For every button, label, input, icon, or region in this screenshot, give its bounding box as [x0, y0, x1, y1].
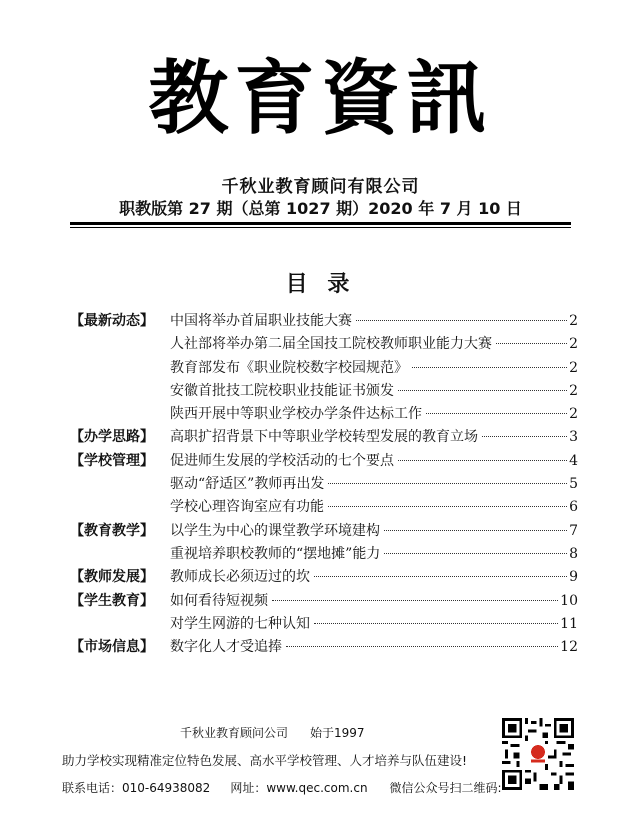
toc-entry[interactable] [170, 357, 578, 380]
toc-page-number: 2 [569, 336, 578, 353]
toc-row[interactable] [70, 310, 578, 333]
toc-entry-title[interactable]: 高职扩招背景下中等职业学校转型发展的教育立场 [170, 429, 478, 446]
toc-page-number: 4 [569, 452, 578, 469]
toc-row[interactable] [70, 520, 578, 543]
toc-page-number: 11 [560, 615, 578, 632]
toc-entry[interactable] [170, 520, 578, 543]
toc-page-number: 8 [569, 545, 578, 562]
toc-category: 【学生教育】 [70, 592, 154, 609]
footer-wechat: 微信公众号扫二维码: [389, 781, 502, 795]
toc-page-number: 2 [569, 359, 578, 376]
header-rule-thin [70, 227, 571, 228]
toc-category: 【教育教学】 [70, 522, 154, 539]
toc-page-number: 3 [569, 429, 578, 446]
toc-entry-title[interactable]: 学校心理咨询室应有功能 [170, 499, 324, 516]
toc-entry-title[interactable]: 以学生为中心的课堂教学环境建构 [170, 522, 380, 539]
toc-entry[interactable] [170, 426, 578, 449]
toc-page-number: 12 [560, 639, 578, 656]
toc-entry-title[interactable]: 对学生网游的七种认知 [170, 615, 310, 632]
footer-phone: 联系电话：010-64938082 [62, 781, 211, 795]
toc-leader-dots [328, 506, 567, 507]
toc-entry[interactable] [170, 403, 578, 426]
toc-entry-title[interactable]: 教育部发布《职业院校数字校园规范》 [170, 359, 408, 376]
toc-entry[interactable] [170, 473, 578, 496]
toc-entry-title[interactable]: 人社部将举办第二届全国技工院校教师职业能力大赛 [170, 336, 492, 353]
toc-leader-dots [496, 343, 567, 344]
toc-page-number: 2 [569, 406, 578, 423]
toc-entry-title[interactable]: 促进师生发展的学校活动的七个要点 [170, 452, 394, 469]
toc-leader-dots [356, 320, 567, 321]
toc-entry-title[interactable]: 教师成长必须迈过的坎 [170, 569, 310, 586]
toc-entry[interactable] [170, 333, 578, 356]
toc-entry-title[interactable]: 重视培养职校教师的“摆地摊”能力 [170, 545, 381, 562]
toc-leader-dots [272, 600, 558, 601]
toc-row[interactable] [70, 450, 578, 473]
footer-contact-line [62, 779, 502, 796]
toc-leader-dots [412, 367, 567, 368]
toc-entry-title[interactable]: 安徽首批技工院校职业技能证书颁发 [170, 382, 394, 399]
toc-leader-dots [426, 413, 567, 414]
toc-entry-title[interactable]: 驱动“舒适区”教师再出发 [170, 476, 325, 493]
toc-entry[interactable] [170, 613, 578, 636]
toc-category: 【办学思路】 [70, 429, 154, 446]
table-of-contents [70, 310, 578, 659]
toc-row[interactable] [70, 590, 578, 613]
toc-leader-dots [398, 460, 567, 461]
toc-leader-dots [398, 390, 567, 391]
footer-company: 千秋业教育顾问公司 [180, 726, 289, 740]
toc-category: 【学校管理】 [70, 452, 154, 469]
toc-page-number: 6 [569, 499, 578, 516]
toc-row[interactable] [70, 357, 578, 380]
toc-category: 【市场信息】 [70, 639, 154, 656]
toc-title: 目 录 [285, 272, 356, 297]
toc-row[interactable] [70, 613, 578, 636]
toc-category: 【教师发展】 [70, 569, 154, 586]
toc-row[interactable] [70, 543, 578, 566]
toc-page-number: 9 [569, 569, 578, 586]
toc-leader-dots [314, 576, 567, 577]
toc-leader-dots [314, 623, 558, 624]
publisher-name: 千秋业教育顾问有限公司 [221, 177, 420, 197]
qr-code-icon[interactable] [502, 718, 574, 790]
toc-leader-dots [384, 530, 567, 531]
toc-row[interactable] [70, 496, 578, 519]
toc-entry[interactable] [170, 543, 578, 566]
toc-row[interactable] [70, 380, 578, 403]
toc-entry-title[interactable]: 陕西开展中等职业学校办学条件达标工作 [170, 406, 422, 423]
toc-entry[interactable] [170, 310, 578, 333]
toc-leader-dots [482, 436, 567, 437]
toc-entry[interactable] [170, 450, 578, 473]
toc-leader-dots [384, 553, 567, 554]
toc-entry[interactable] [170, 566, 578, 589]
toc-entry-title[interactable]: 数字化人才受追捧 [170, 639, 282, 656]
toc-page-number: 2 [569, 382, 578, 399]
toc-entry-title[interactable]: 中国将举办首届职业技能大赛 [170, 313, 352, 329]
toc-row[interactable] [70, 333, 578, 356]
footer-since: 始于1997 [310, 726, 365, 740]
toc-entry[interactable] [170, 590, 578, 613]
toc-category: 【最新动态】 [70, 313, 154, 329]
toc-entry-title[interactable]: 如何看待短视频 [170, 592, 268, 609]
toc-row[interactable] [70, 426, 578, 449]
toc-page-number: 10 [560, 592, 578, 609]
toc-row[interactable] [70, 566, 578, 589]
toc-leader-dots [328, 483, 567, 484]
footer-company-line [180, 724, 365, 741]
header-rule-thick [70, 222, 571, 225]
footer-website[interactable]: 网址：www.qec.com.cn [230, 781, 368, 795]
toc-row[interactable] [70, 403, 578, 426]
footer-slogan: 助力学校实现精准定位特色发展、高水平学校管理、人才培养与队伍建设! [62, 753, 468, 768]
toc-page-number: 2 [569, 313, 578, 329]
toc-entry[interactable] [170, 380, 578, 403]
toc-row[interactable] [70, 473, 578, 496]
toc-entry[interactable] [170, 496, 578, 519]
issue-line: 职教版第 27 期（总第 1027 期）2020 年 7 月 10 日 [119, 199, 522, 218]
toc-page-number: 7 [569, 522, 578, 539]
toc-page-number: 5 [569, 476, 578, 493]
masthead-title: 教育資訊 [148, 51, 493, 145]
toc-row[interactable] [70, 636, 578, 659]
toc-leader-dots [286, 646, 558, 647]
toc-entry[interactable] [170, 636, 578, 659]
